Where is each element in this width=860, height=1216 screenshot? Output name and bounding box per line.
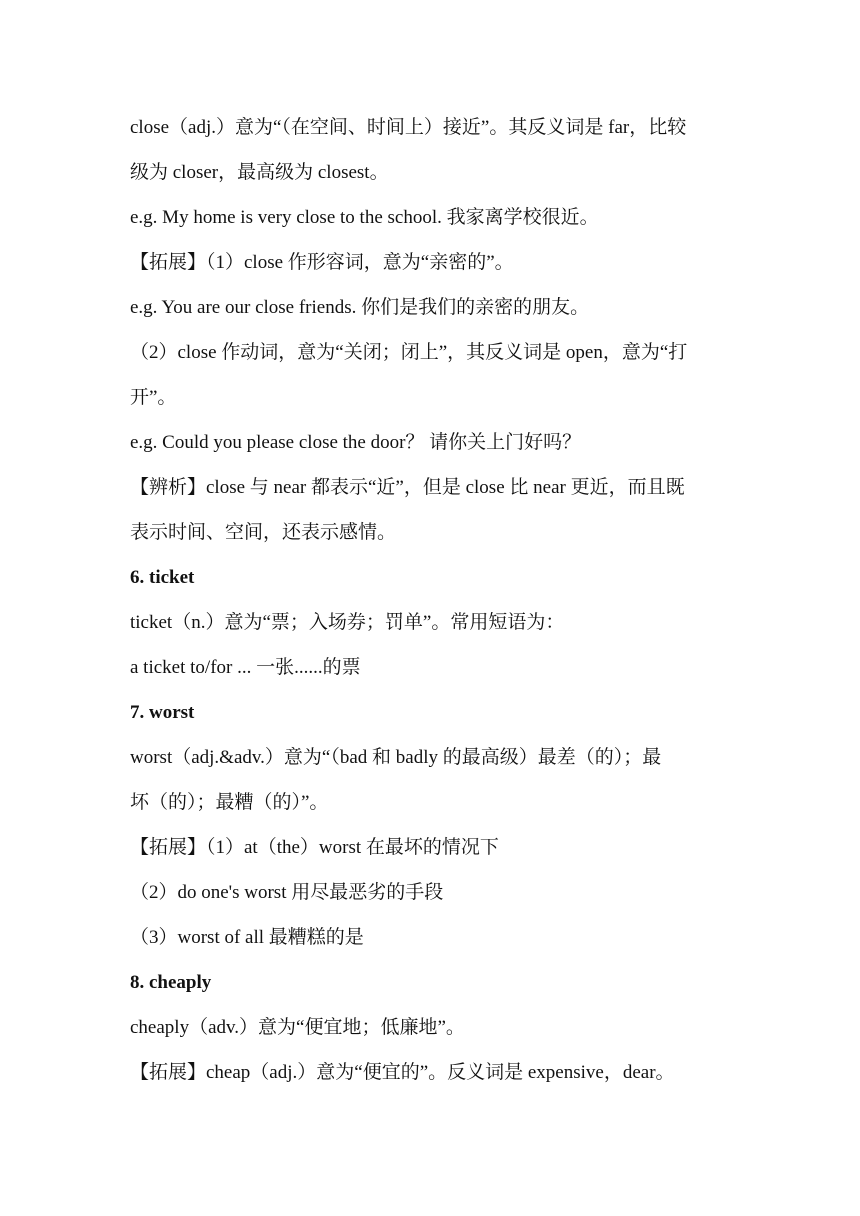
text-line: （3）worst of all 最糟糕的是 [130, 927, 364, 948]
text-line: 坏（的）；最糟（的）”。 [130, 792, 329, 813]
text-line: 【拓展】cheap（adj.）意为“便宜的”。反义词是 expensive，dear。 [130, 1062, 675, 1083]
section-heading-cheaply: 8. cheaply [130, 972, 212, 993]
text-line: close（adj.）意为“（在空间、时间上）接近”。其反义词是 far，比较 [130, 117, 687, 138]
text-line: ticket（n.）意为“票；入场券；罚单”。常用短语为： [130, 612, 565, 633]
section-heading-worst: 7. worst [130, 702, 195, 723]
text-line: worst（adj.&adv.）意为“（bad 和 badly 的最高级）最差（的）；最 [130, 747, 662, 768]
text-line: a ticket to/for ... 一张......的票 [130, 657, 361, 678]
text-line: e.g. You are our close friends. 你们是我们的亲密的朋友。 [130, 297, 590, 318]
text-line: 【辨析】close 与 near 都表示“近”，但是 close 比 near 更近，而且既 [130, 477, 685, 498]
text-line: e.g. Could you please close the door？ 请你关上门好吗？ [130, 432, 582, 453]
text-line: 【拓展】（1）close 作形容词，意为“亲密的”。 [130, 252, 514, 273]
text-line: （2）close 作动词，意为“关闭；闭上”，其反义词是 open，意为“打 [130, 342, 688, 363]
text-line: e.g. My home is very close to the school. 我家离学校很近。 [130, 207, 599, 228]
section-heading-ticket: 6. ticket [130, 567, 195, 588]
text-line: 开”。 [130, 387, 177, 408]
text-line: （2）do one's worst 用尽最恶劣的手段 [130, 882, 444, 903]
text-line: 【拓展】（1）at（the）worst 在最坏的情况下 [130, 837, 499, 858]
text-line: 级为 closer，最高级为 closest。 [130, 162, 389, 183]
text-line: cheaply（adv.）意为“便宜地；低廉地”。 [130, 1017, 465, 1038]
text-line: 表示时间、空间，还表示感情。 [130, 522, 397, 543]
